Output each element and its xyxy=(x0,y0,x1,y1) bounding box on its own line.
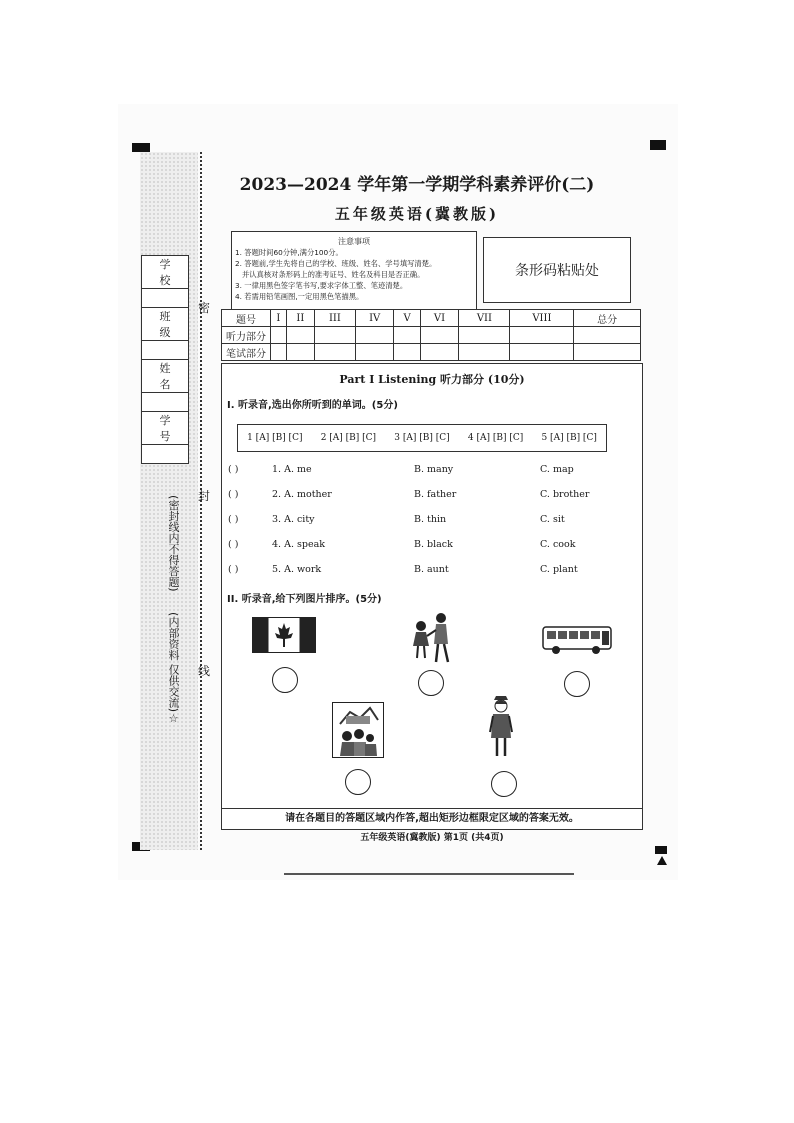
seal-char-xian: 线 xyxy=(198,664,211,678)
exam-subtitle: 五年级英语(冀教版) xyxy=(334,205,500,223)
order-circle-2[interactable] xyxy=(418,670,444,696)
score-cell[interactable] xyxy=(271,344,287,361)
score-header-cell: VI xyxy=(420,310,459,327)
answer-bubble-group-1[interactable]: 1 [A] [B] [C] xyxy=(247,433,303,443)
answer-blank[interactable]: ( ) xyxy=(228,464,239,475)
order-circle-4[interactable] xyxy=(345,769,371,795)
section1-title: I. 听录音,选出你所听到的单词。(5分) xyxy=(227,400,398,411)
registration-marker-top-right xyxy=(650,140,666,150)
score-header-cell: II xyxy=(286,310,314,327)
internal-material-note: (内部资料 仅供交流)☆ xyxy=(167,612,180,726)
student-info-table xyxy=(141,255,189,464)
score-cell[interactable] xyxy=(315,327,356,344)
option-b: B. thin xyxy=(414,514,447,525)
option-a: 1. A. me xyxy=(272,464,312,475)
order-circle-5[interactable] xyxy=(491,771,517,797)
score-header-cell: VII xyxy=(459,310,510,327)
option-c: C. brother xyxy=(540,489,590,500)
score-row-written xyxy=(222,344,641,361)
seal-char-feng: 封 xyxy=(198,489,211,503)
order-circle-3[interactable] xyxy=(564,671,590,697)
option-b: B. many xyxy=(414,464,454,475)
notice-line: 并认真核对条形码上的准考证号、姓名及科目是否正确。 xyxy=(235,270,425,279)
page-footer: 五年级英语(冀教版) 第1页 (共4页) xyxy=(360,833,504,843)
stewardess-icon xyxy=(486,694,516,760)
field-class-label: 班 级 xyxy=(142,308,189,341)
score-row-label: 听力部分 xyxy=(222,327,271,344)
answer-bubble-group-3[interactable]: 3 [A] [B] [C] xyxy=(394,433,450,443)
answer-blank[interactable]: ( ) xyxy=(228,489,239,500)
score-header-cell: I xyxy=(271,310,287,327)
score-header-cell: VIII xyxy=(510,310,574,327)
score-header-row xyxy=(222,310,641,327)
score-cell[interactable] xyxy=(420,327,459,344)
question-row-5 xyxy=(228,564,628,584)
notice-line: 4. 若需用铅笔画图,一定用黑色笔描黑。 xyxy=(235,292,364,301)
score-header-cell: V xyxy=(394,310,420,327)
answer-area-warning: 请在各题目的答题区域内作答,超出矩形边框限定区域的答案无效。 xyxy=(222,808,642,829)
field-number-label: 学 号 xyxy=(142,412,189,445)
registration-marker-bottom-right xyxy=(655,846,667,854)
section2-title: II. 听录音,给下列图片排序。(5分) xyxy=(227,594,382,605)
question-row-1 xyxy=(228,464,628,484)
score-cell[interactable] xyxy=(574,327,641,344)
option-c: C. cook xyxy=(540,539,576,550)
score-header-cell: III xyxy=(315,310,356,327)
option-c: C. map xyxy=(540,464,574,475)
notice-heading: 注意事项 xyxy=(338,237,370,246)
score-header-cell: 总分 xyxy=(574,310,641,327)
option-a: 3. A. city xyxy=(272,514,315,525)
option-b: B. black xyxy=(414,539,453,550)
question-row-3 xyxy=(228,514,628,534)
barcode-area: 条形码粘贴处 xyxy=(483,237,631,303)
score-cell[interactable] xyxy=(394,327,420,344)
score-cell[interactable] xyxy=(510,327,574,344)
field-name-input[interactable] xyxy=(142,393,189,412)
option-a: 2. A. mother xyxy=(272,489,332,500)
order-circle-1[interactable] xyxy=(272,667,298,693)
notice-line: 1. 答题时间60分钟,满分100分。 xyxy=(235,248,343,257)
notice-line: 3. 一律用黑色签字笔书写,要求字体工整、笔迹清楚。 xyxy=(235,281,408,290)
score-cell[interactable] xyxy=(394,344,420,361)
score-cell[interactable] xyxy=(355,344,394,361)
field-number-input[interactable] xyxy=(142,445,189,464)
score-cell[interactable] xyxy=(315,344,356,361)
score-cell[interactable] xyxy=(286,327,314,344)
seal-warning-note: (密封线内不得答题) xyxy=(167,495,180,592)
field-name-label: 姓 名 xyxy=(142,360,189,393)
score-header-cell: IV xyxy=(355,310,394,327)
score-header-cell: 题号 xyxy=(222,310,271,327)
option-b: B. father xyxy=(414,489,457,500)
field-class-input[interactable] xyxy=(142,341,189,360)
field-school-input[interactable] xyxy=(142,289,189,308)
answer-bubble-group-4[interactable]: 4 [A] [B] [C] xyxy=(467,433,524,443)
score-cell[interactable] xyxy=(271,327,287,344)
canada-flag-icon xyxy=(252,617,316,653)
answer-blank[interactable]: ( ) xyxy=(228,564,239,575)
registration-marker-top-left xyxy=(132,143,150,152)
score-cell[interactable] xyxy=(420,344,459,361)
field-school-label: 学 校 xyxy=(142,256,189,289)
score-cell[interactable] xyxy=(574,344,641,361)
notice-line: 2. 答题前,学生先将自己的学校、班级、姓名、学号填写清楚。 xyxy=(235,259,437,268)
answer-bubble-strip xyxy=(237,424,607,452)
answer-bubble-group-5[interactable]: 5 [A] [B] [C] xyxy=(541,433,597,443)
bus-icon xyxy=(542,624,614,656)
option-b: B. aunt xyxy=(414,564,449,575)
answer-blank[interactable]: ( ) xyxy=(228,539,239,550)
option-a: 4. A. speak xyxy=(272,539,325,550)
score-row-listening xyxy=(222,327,641,344)
question-row-2 xyxy=(228,489,628,509)
option-c: C. sit xyxy=(540,514,565,525)
score-cell[interactable] xyxy=(286,344,314,361)
score-cell[interactable] xyxy=(510,344,574,361)
page-bottom-rule xyxy=(284,873,574,875)
part1-title: Part I Listening 听力部分 (10分) xyxy=(339,373,525,386)
seal-char-mi: 密 xyxy=(198,301,211,315)
answer-blank[interactable]: ( ) xyxy=(228,514,239,525)
score-cell[interactable] xyxy=(459,327,510,344)
orientation-arrow-icon xyxy=(657,856,667,865)
score-cell[interactable] xyxy=(355,327,394,344)
answer-bubble-group-2[interactable]: 2 [A] [B] [C] xyxy=(320,433,377,443)
mother-daughter-icon xyxy=(408,610,458,666)
answer-area xyxy=(221,363,643,830)
score-table xyxy=(221,309,641,361)
score-cell[interactable] xyxy=(459,344,510,361)
score-row-label: 笔试部分 xyxy=(222,344,271,361)
option-c: C. plant xyxy=(540,564,578,575)
notice-box xyxy=(231,231,477,311)
exam-title: 2023—2024 学年第一学期学科素养评价(二) xyxy=(239,175,595,195)
option-a: 5. A. work xyxy=(272,564,322,575)
question-row-4 xyxy=(228,539,628,559)
family-trip-icon xyxy=(332,702,384,758)
